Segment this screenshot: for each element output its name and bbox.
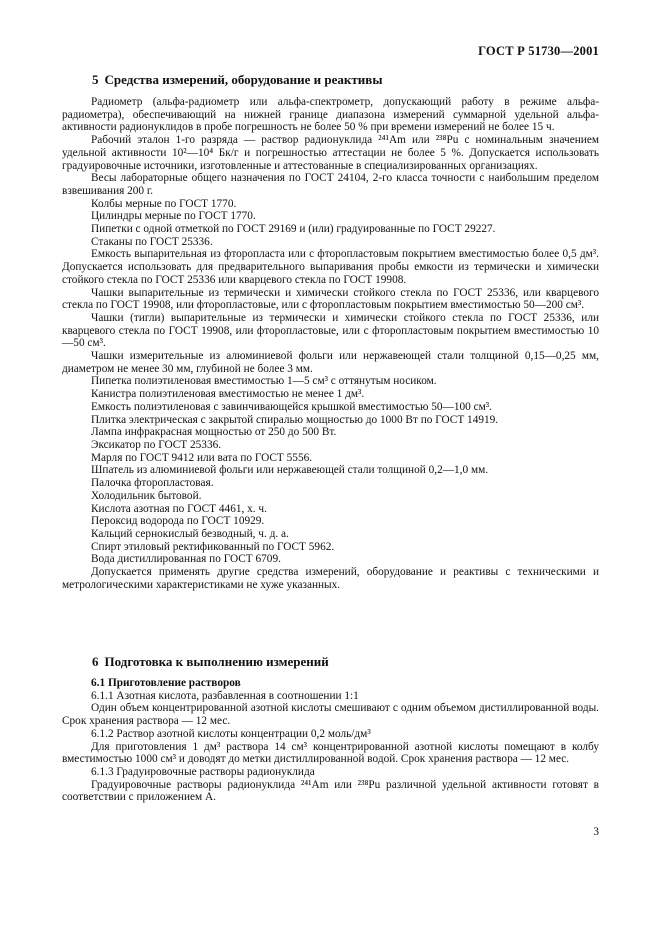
paragraph: Канистра полиэтиленовая вместимостью не менее 1 дм³.	[91, 388, 365, 401]
paragraph: Эксикатор по ГОСТ 25336.	[91, 438, 222, 451]
page-number: 3	[593, 826, 599, 838]
paragraph: Шпатель из алюминиевой фольги или нержавеющей стали толщиной 0,2—1,0 мм.	[91, 464, 489, 477]
paragraph: Холодильник бытовой.	[91, 489, 202, 502]
paragraph: Стаканы по ГОСТ 25336.	[91, 235, 213, 248]
paragraph: Колбы мерные по ГОСТ 1770.	[91, 197, 237, 210]
paragraph: Чашки (тигли) выпарительные из термически и химически стойкого стекла по ГОСТ 25336, или кварцевого стекла по ГОСТ 19908, или фторопластовые, или с фторопластовым покрытием вместимостью 10—50 см³.	[62, 311, 599, 350]
section-6-heading	[92, 654, 329, 670]
paragraph: Пероксид водорода по ГОСТ 10929.	[91, 515, 265, 528]
paragraph: Пипетка полиэтиленовая вместимостью 1—5 см³ с оттянутым носиком.	[91, 375, 437, 388]
item-6-1-1-text: Один объем концентрированной азотной кислоты смешивают с одним объемом дистиллированной воды. Срок хранения раствора — 12 мес.	[62, 702, 599, 728]
paragraph: Весы лабораторные общего назначения по ГОСТ 24104, 2-го класса точности с наибольшим пределом взвешивания 200 г.	[62, 172, 599, 197]
paragraph: Емкость выпарительная из фторопласта или с фторопластовым покрытием вместимостью более 0,5 дм³. Допускается использовать для предварительного выпаривания пробы емкости из термически и химически стойкого стекла по ГОСТ 25336 или кварцевого стекла по ГОСТ 19908.	[62, 248, 599, 286]
paragraph: Палочка фторопластовая.	[91, 477, 214, 490]
paragraph: Радиометр (альфа-радиометр или альфа-спектрометр, допускающий работу в режиме альфа-радиометра), обеспечивающий на нижней границе диапазона измерений суммарной удельной альфа-активности радионуклидов в пробе погрешность не более 50 % при времени измерений не более 15 ч.	[62, 96, 599, 134]
item-6-1-2-text: Для приготовления 1 дм³ раствора 14 см³ концентрированной азотной кислоты помещают в колбу вместимостью 1000 см³ и доводят до метки дистиллированной водой. Срок хранения раствора — 12 мес.	[62, 740, 599, 766]
subsection-6-1-title: 6.1 Приготовление растворов	[91, 677, 241, 689]
section-5-title: Средства измерений, оборудование и реактивы	[104, 72, 383, 87]
paragraph: Чашки выпарительные из термически и химически стойкого стекла по ГОСТ 25336, или кварцевого стекла по ГОСТ 19908, или фторопластовые, или с фторопластовым покрытием вместимостью 50—200 см³.	[62, 286, 599, 312]
paragraph: Емкость полиэтиленовая с завинчивающейся крышкой вместимостью 50—100 см³.	[91, 400, 492, 413]
section-6-number: 6	[92, 654, 99, 669]
paragraph: Плитка электрическая с закрытой спиралью мощностью до 1000 Вт по ГОСТ 14919.	[91, 413, 499, 426]
section-5-heading	[92, 72, 382, 88]
paragraph: Кальций сернокислый безводный, ч. д. а.	[91, 527, 289, 540]
paragraph: Марля по ГОСТ 9412 или вата по ГОСТ 5556.	[91, 451, 313, 464]
paragraph: Цилиндры мерные по ГОСТ 1770.	[91, 210, 256, 223]
paragraph: Лампа инфракрасная мощностью от 250 до 500 Вт.	[91, 426, 337, 439]
paragraph: Пипетки с одной отметкой по ГОСТ 29169 и (или) градуированные по ГОСТ 29227.	[91, 223, 496, 236]
item-6-1-3-heading: 6.1.3 Градуировочные растворы радионуклида	[91, 765, 315, 778]
section-5-body	[62, 96, 599, 591]
section-5-number: 5	[92, 72, 99, 87]
document-id-header: ГОСТ Р 51730—2001	[478, 44, 599, 58]
item-6-1-2-heading: 6.1.2 Раствор азотной кислоты концентрации 0,2 моль/дм³	[91, 727, 371, 740]
item-6-1-3-text: Градуировочные растворы радионуклида ²⁴¹Am или ²³⁸Pu различной удельной активности готовят в соответствии с приложением А.	[62, 778, 599, 804]
paragraph: Рабочий эталон 1-го разряда — раствор радионуклида ²⁴¹Am или ²³⁸Pu с номинальным значением удельной активности 10²—10⁴ Бк/г и погрешностью аттестации не более 5 %. Допускается использовать градуировочные источники, изготовленные и аттестованные в специализированных организациях.	[62, 134, 599, 172]
paragraph: Вода дистиллированная по ГОСТ 6709.	[91, 553, 281, 566]
item-6-1-1-heading: 6.1.1 Азотная кислота, разбавленная в соотношении 1:1	[91, 689, 359, 702]
paragraph: Кислота азотная по ГОСТ 4461, х. ч.	[91, 502, 267, 515]
paragraph: Спирт этиловый ректификованный по ГОСТ 5962.	[91, 540, 335, 553]
section-6-title: Подготовка к выполнению измерений	[104, 654, 329, 669]
section-6-body	[62, 677, 599, 804]
paragraph: Допускается применять другие средства измерений, оборудование и реактивы с техническими и метрологическими характеристиками не хуже указанных.	[62, 566, 599, 591]
paragraph: Чашки измерительные из алюминиевой фольги или нержавеющей стали толщиной 0,15—0,25 мм, диаметром не менее 30 мм, глубиной не более 3 мм.	[62, 350, 599, 375]
